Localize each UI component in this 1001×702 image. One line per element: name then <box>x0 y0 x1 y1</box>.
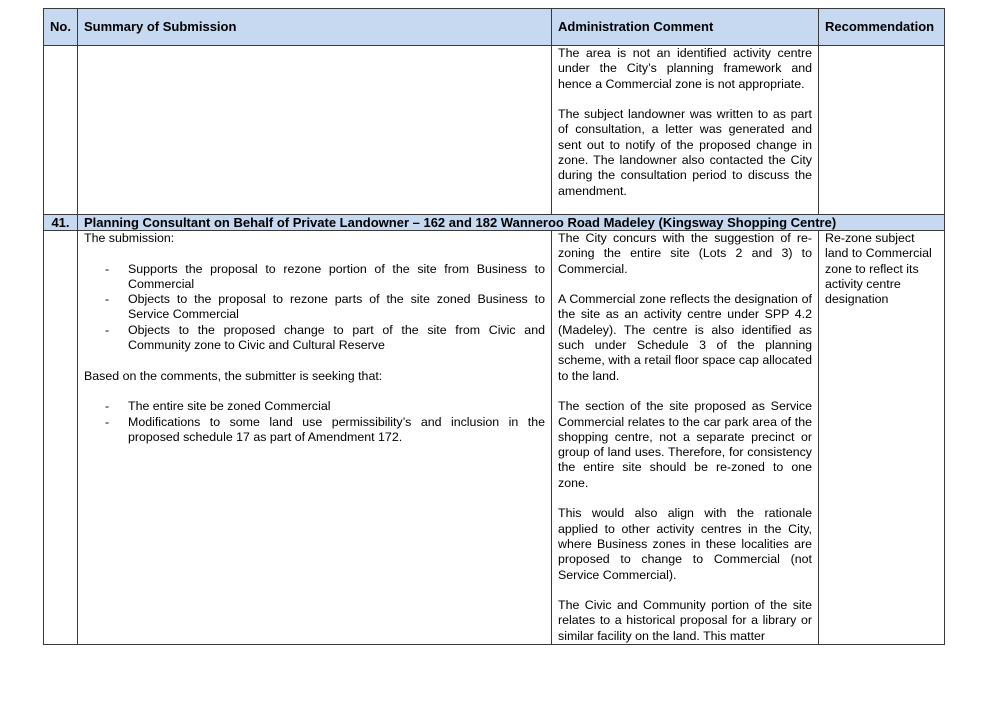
admin-paragraph: A Commercial zone reflects the designation of the site as an activity centre under SPP 4.2 (Madeley). The centre is also identified as such under Schedule 3 of the planning scheme, with a retail floor space cap allocated to the land. <box>558 292 812 383</box>
item-no-cell <box>44 231 78 645</box>
list-item: - Supports the proposal to rezone portion of the site from Business to Commercial <box>105 261 545 291</box>
continued-no-cell <box>44 46 78 215</box>
header-recommendation: Recommendation <box>819 9 945 46</box>
list-item: - Objects to the proposal to rezone parts of the site zoned Business to Service Commercial <box>105 292 545 322</box>
bullet: - <box>105 261 110 276</box>
item-number: 41. <box>44 215 78 231</box>
header-admin-comment: Administration Comment <box>552 9 819 46</box>
admin-paragraph: The section of the site proposed as Service Commercial relates to the car park area of the shopping centre, not a separate precinct or group of land uses. Therefore, for consistency the entire site should be re-zoned to one zone. <box>558 399 812 490</box>
admin-paragraph: The area is not an identified activity centre under the City’s planning framework and hence a Commercial zone is not appropriate. <box>558 46 812 91</box>
admin-paragraph: This would also align with the rationale applied to other activity centres in the City, where Business zones in these localities are proposed to change to Commercial (not Service Commercial). <box>558 506 812 582</box>
list-item: - The entire site be zoned Commercial <box>105 399 331 414</box>
admin-paragraph: The City concurs with the suggestion of re-zoning the entire site (Lots 2 and 3) to Commercial. <box>558 231 812 276</box>
continued-row <box>44 46 945 215</box>
admin-paragraph: The Civic and Community portion of the site relates to a historical proposal for a library or similar facility on the land. This matter <box>558 598 812 643</box>
bullet: - <box>105 414 110 429</box>
header-row <box>44 9 945 46</box>
summary-seeking: Based on the comments, the submitter is seeking that: <box>84 368 383 383</box>
list-item: - Objects to the proposed change to part of the site from Civic and Community zone to Civic and Cultural Reserve <box>105 322 545 353</box>
continued-summary-cell <box>78 46 552 215</box>
seeking-list <box>84 399 545 445</box>
header-no: No. <box>44 9 78 46</box>
item-title-row <box>44 215 945 231</box>
bullet: - <box>105 322 110 337</box>
summary-list <box>84 262 545 354</box>
summary-cell <box>78 231 552 645</box>
continued-admin-cell <box>552 46 819 215</box>
item-row <box>44 231 945 645</box>
submissions-table <box>43 8 945 645</box>
list-item: - Modifications to some land use permissibility’s and inclusion in the proposed schedule 17 as part of Amendment 172. <box>105 414 545 444</box>
admin-paragraph: The subject landowner was written to as part of consultation, a letter was generated and sent out to notify of the proposed change in zone. The landowner also contacted the City during the consultation period to discuss the amendment. <box>558 107 812 198</box>
bullet: - <box>105 292 110 307</box>
continued-recommendation-cell <box>819 46 945 215</box>
summary-intro: The submission: <box>84 231 175 245</box>
bullet: - <box>105 399 110 414</box>
recommendation-cell: Re-zone subject land to Commercial zone to reflect its activity centre designation <box>819 231 945 645</box>
item-title: Planning Consultant on Behalf of Private Landowner – 162 and 182 Wanneroo Road Madeley (Kingsway Shopping Centre) <box>78 215 945 231</box>
admin-cell <box>552 231 819 645</box>
header-summary: Summary of Submission <box>78 9 552 46</box>
